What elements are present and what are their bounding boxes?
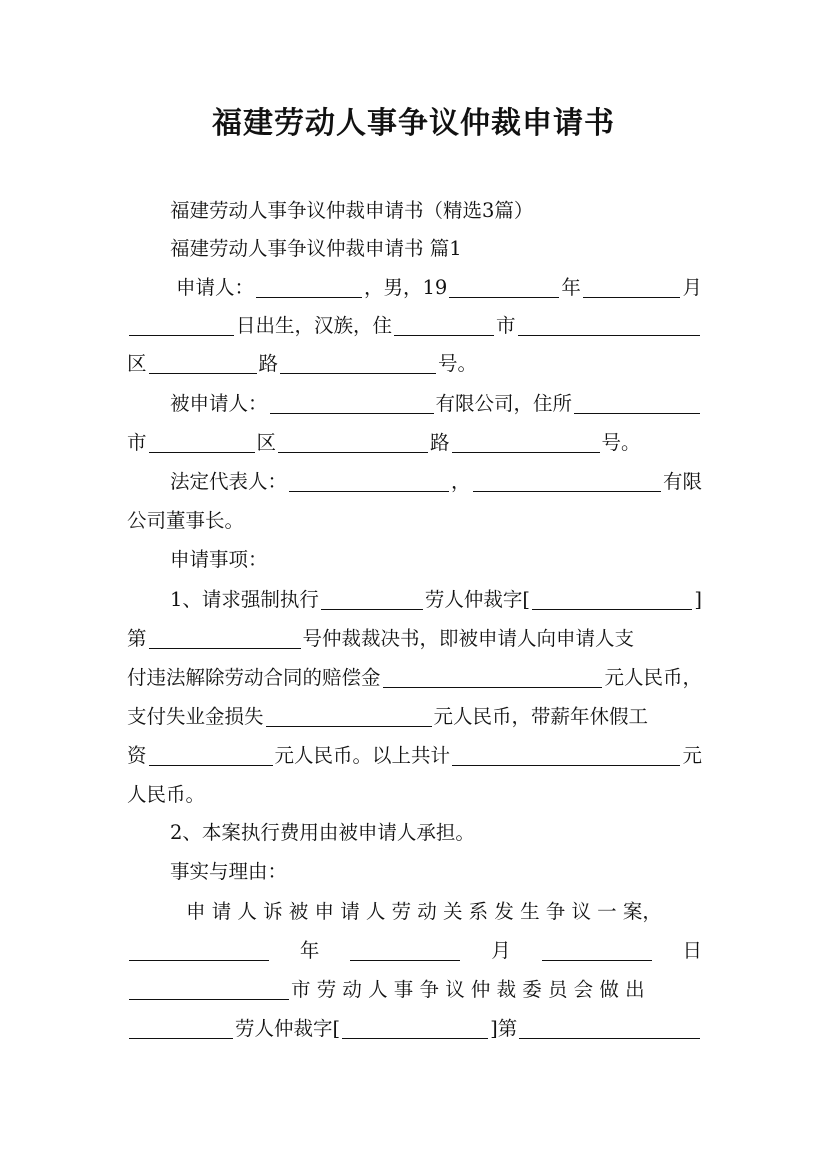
blank-field[interactable] [149, 648, 301, 649]
line-respondent-address: 市 区 路 号。 [127, 431, 641, 454]
line-claim-1: 1、请求强制执行 劳人仲裁字[ ] [170, 588, 702, 611]
line-respondent: 被申请人： 有限公司，住所 [170, 389, 702, 419]
blank-field[interactable] [574, 413, 700, 414]
line-compensation: 付违法解除劳动合同的赔偿金 元人民币， [127, 666, 702, 689]
line-leave-pay: 资 元人民币。以上共计 元 [127, 744, 702, 767]
blank-field[interactable] [129, 960, 269, 961]
blank-field[interactable] [129, 999, 289, 1000]
blank-field[interactable] [280, 373, 436, 374]
blank-field[interactable] [518, 335, 700, 336]
line-claims-heading: 申请事项： [170, 548, 268, 571]
line-subtitle: 福建劳动人事争议仲裁申请书（精选3篇） [170, 199, 534, 222]
blank-field[interactable] [321, 609, 423, 610]
blank-field[interactable] [270, 413, 434, 414]
blank-field[interactable] [383, 687, 603, 688]
blank-field[interactable] [532, 609, 692, 610]
blank-field[interactable] [452, 452, 600, 453]
blank-field[interactable] [129, 1038, 233, 1039]
line-birth-address: 日出生，汉族，住 市 [127, 311, 702, 341]
blank-field[interactable] [278, 452, 428, 453]
blank-field[interactable] [452, 765, 680, 766]
line-applicant: 申请人： ，男，19 年 月 [176, 276, 702, 299]
line-award-ref: 劳人仲裁字[ ]第 [127, 1014, 702, 1044]
line-committee: 市 劳 动 人 事 争 议 仲 裁 委 员 会 做 出 [127, 975, 702, 1005]
blank-field[interactable] [256, 297, 362, 298]
blank-field[interactable] [149, 452, 255, 453]
line-award-number: 第 号仲裁裁决书，即被申请人向申请人支 [127, 627, 635, 650]
line-unemployment: 支付失业金损失 元人民币，带薪年休假工 [127, 705, 649, 728]
blank-field[interactable] [149, 373, 257, 374]
blank-field[interactable] [149, 765, 273, 766]
blank-field[interactable] [542, 960, 652, 961]
blank-field[interactable] [519, 1038, 700, 1039]
line-claim-2: 2、本案执行费用由被申请人承担。 [170, 821, 475, 844]
document-title: 福建劳动人事争议仲裁申请书 [212, 106, 615, 141]
blank-field[interactable] [350, 960, 460, 961]
line-currency: 人民币。 [127, 783, 206, 806]
blank-field[interactable] [449, 297, 559, 298]
line-facts-heading: 事实与理由： [170, 860, 288, 883]
blank-field[interactable] [394, 335, 494, 336]
blank-field[interactable] [583, 297, 681, 298]
line-chairman: 公司董事长。 [127, 509, 245, 532]
line-facts-1: 申 请 人 诉 被 申 请 人 劳 动 关 系 发 生 争 议 一 案， [186, 900, 662, 923]
blank-field[interactable] [289, 491, 449, 492]
line-date: 年 月 日 [127, 936, 702, 966]
line-address-detail: 区 路 号。 [127, 352, 478, 375]
line-legal-rep: 法定代表人： ， 有限 [170, 470, 702, 493]
blank-field[interactable] [266, 726, 432, 727]
blank-field[interactable] [129, 335, 234, 336]
blank-field[interactable] [473, 491, 661, 492]
line-section-heading: 福建劳动人事争议仲裁申请书 篇1 [170, 237, 462, 260]
blank-field[interactable] [342, 1038, 488, 1039]
